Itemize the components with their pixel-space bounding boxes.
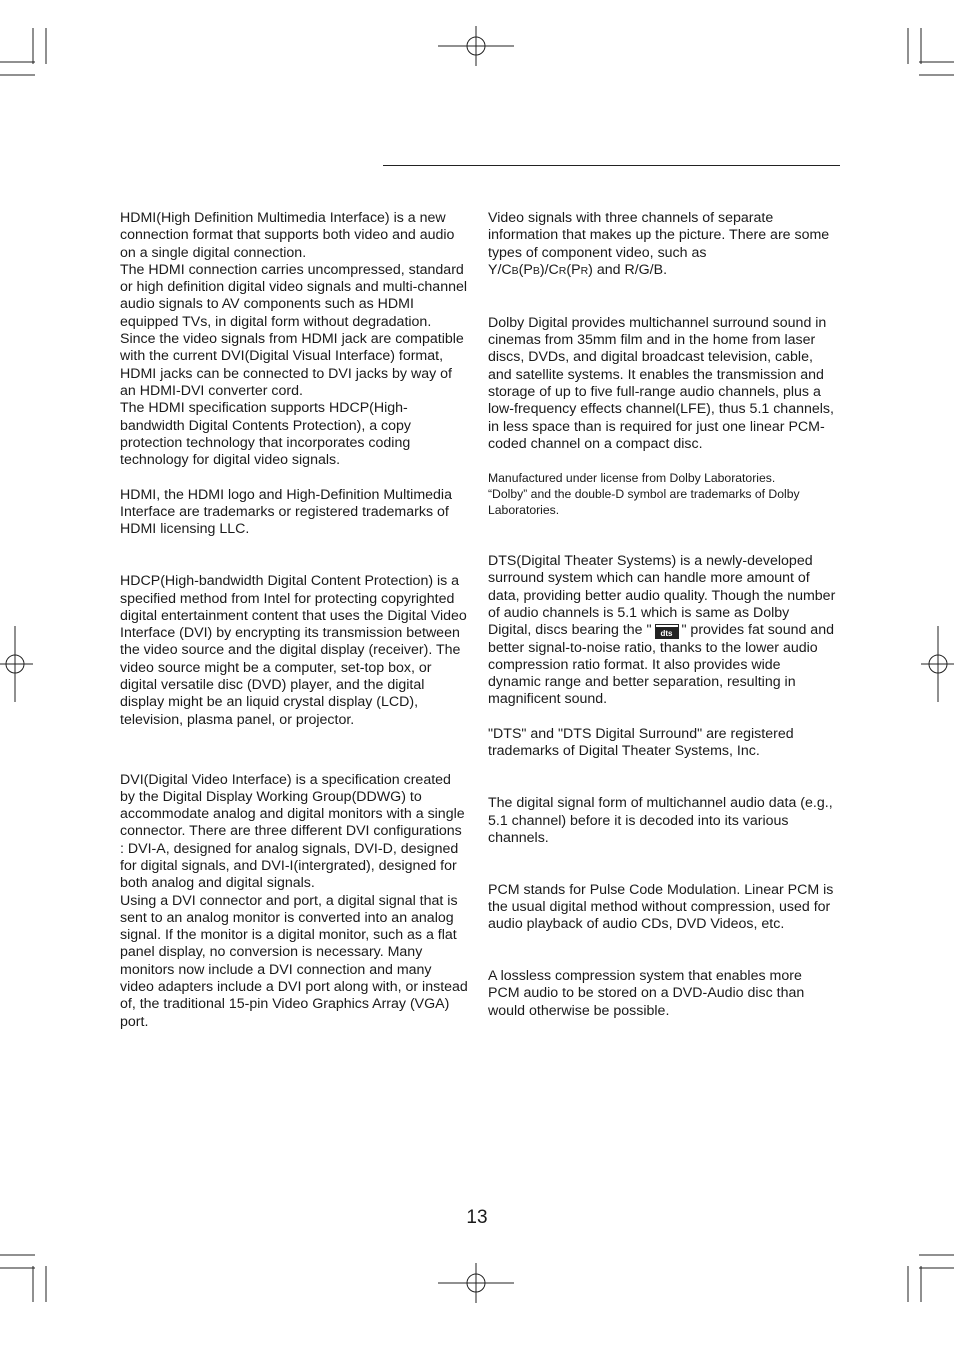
dolby-license-2: “Dolby” and the double-D symbol are trademarks of Dolby Laboratories. xyxy=(488,487,800,518)
page-number: 13 xyxy=(466,1207,488,1228)
dvi-paragraph-1: DVI(Digital Video Interface) is a specification created by the Digital Display Working Group(DDWG) to accommodate analog and digital monitors with a single connector. There are three different DVI configurations : DVI-A, designed for analog signals, DVI-D, designed for digital signals, and DVI-I(intergrated), designed for both analog and digital signals. xyxy=(120,771,465,892)
header-rule xyxy=(383,165,840,166)
dolby-license-1: Manufactured under license from Dolby Laboratories. xyxy=(488,471,776,486)
left-column xyxy=(120,210,468,1031)
hdmi-trademark: HDMI, the HDMI logo and High-Definition Multimedia Interface are trademarks or registered trademarks of HDMI licensing LLC. xyxy=(120,486,452,538)
component-video-paragraph: Video signals with three channels of separate information that makes up the picture. There are some types of component video, such as Y/CB(PB)/CR(PR) and R/G/B. xyxy=(488,210,830,278)
dts-paragraph: DTS(Digital Theater Systems) is a newly-developed surround system which can handle more amount of data, providing better audio quality. Though the number of audio channels is 5.1 which is same as Dolby Digital, discs bearing the " dts " provides fat sound and better signal-to-noise ratio, thanks to the lower audio compression ratio format. It also provides wide dynamic range and better separation, resulting in magnificent sound. xyxy=(488,553,836,708)
mlp-paragraph: A lossless compression system that enables more PCM audio to be stored on a DVD-Audio disc than would otherwise be possible. xyxy=(488,968,805,1019)
hdmi-paragraph-4: The HDMI specification supports HDCP(High-bandwidth Digital Contents Protection), a copy protection technology that incorporates coding technology for digital video signals. xyxy=(120,400,412,469)
right-column xyxy=(488,210,836,1020)
dvi-paragraph-2: Using a DVI connector and port, a digital signal that is sent to an analog monitor is converted into an analog signal. If the monitor is a digital monitor, such as a flat panel display, no conversion is necessary. Many monitors now include a DVI connection and many video adapters include a DVI port along with, or instead of, the traditional 15-pin Video Graphics Array (VGA) port. xyxy=(120,892,468,1030)
bitstream-paragraph: The digital signal form of multichannel audio data (e.g., 5.1 channel) before it is decoded into its various channels. xyxy=(488,795,833,846)
hdmi-paragraph-2: The HDMI connection carries uncompressed, standard or high definition digital video signals and multi-channel audio signals to AV components such as HDMI equipped TVs, in digital form without degradation. xyxy=(120,261,468,330)
hdmi-paragraph-1: HDMI(High Definition Multimedia Interface) is a new connection format that supports both video and audio on a single digital connection. xyxy=(120,210,455,261)
pcm-paragraph: PCM stands for Pulse Code Modulation. Linear PCM is the usual digital method without compression, used for audio playback of audio CDs, DVD Videos, etc. xyxy=(488,881,834,933)
hdmi-paragraph-3: Since the video signals from HDMI jack are compatible with the current DVI(Digital Visual Interface) format, HDMI jacks can be connected to DVI jacks by way of an HDMI-DVI converter cord. xyxy=(120,331,464,399)
hdcp-paragraph: HDCP(High-bandwidth Digital Content Protection) is a specified method from Intel for protecting copyrighted digital entertainment content that uses the Digital Video Interface (DVI) by encrypting its transmission between the video source and the digital display (receiver). The video source might be a computer, set-top box, or digital versatile disc (DVD) player, and the digital display might be an liquid crystal display (LCD), television, plasma panel, or projector. xyxy=(120,573,467,728)
component-intro: Video signals with three channels of separate information that makes up the picture. There are some types of component video, such as xyxy=(488,210,830,261)
dts-trademark: "DTS" and "DTS Digital Surround" are registered trademarks of Digital Theater Systems, Inc. xyxy=(488,726,794,760)
dts-logo-icon: dts xyxy=(656,625,678,638)
dolby-digital-paragraph: Dolby Digital provides multichannel surround sound in cinemas from 35mm film and in the home from laser discs, DVDs, and digital broadcast television, cable, and satellite systems. It enables the transmission and storage of up to five full-range audio channels, plus a low-frequency effects channel(LFE), thus 5.1 channels, in less space than is required for just one linear PCM-coded channel on a compact disc. xyxy=(488,314,834,452)
